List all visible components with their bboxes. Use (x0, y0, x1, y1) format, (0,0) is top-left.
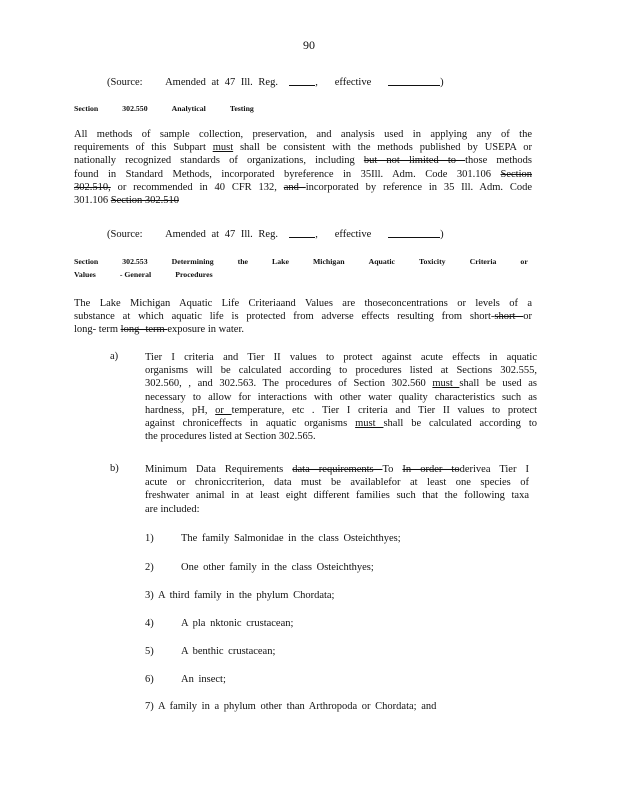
struck-deletion: Section (500, 168, 532, 180)
text-run: acute or chroniccriterion, data must be availablefor at least one species of (145, 477, 529, 489)
text-line (74, 323, 532, 336)
item-a-label: a) (110, 351, 119, 362)
text-line (145, 503, 529, 516)
struck-deletion: short (494, 311, 524, 323)
text-line (74, 168, 532, 181)
struck-deletion: but not limited to (363, 155, 466, 167)
text-run: incorporated by reference in 35 Ill. Adm. Code (305, 181, 533, 193)
taxa-number: 4) (145, 618, 154, 629)
page-number: 90 (303, 38, 315, 52)
taxa-text: A family in a phylum other than Arthropoda or Chordata; and (158, 701, 437, 712)
blank-line (388, 75, 440, 86)
heading-word: Values (74, 270, 96, 279)
underlined-insertion: must (432, 378, 460, 390)
text-line (145, 364, 537, 377)
taxa-text: A pla nktonic crustacean; (181, 618, 294, 629)
source-middle: Amended at 47 Ill. Reg. (165, 77, 278, 88)
heading-word: - General (119, 270, 152, 279)
text-line (145, 463, 529, 476)
text-run: All methods of sample collection, preservation, and analysis used in applying any of the (74, 129, 532, 140)
blank-line (289, 227, 315, 238)
item-b-body (145, 463, 529, 516)
text-run: organisms will be calculated according to procedures listed at Sections 302.555, (145, 365, 537, 377)
source-prefix: (Source: (107, 229, 143, 240)
blank-line (388, 227, 440, 238)
struck-deletion: data requirements (292, 464, 383, 475)
heading-word: 302.550 (122, 104, 148, 113)
taxa-text: A benthic crustacean; (181, 646, 276, 657)
heading-word: Lake (272, 257, 289, 266)
source-note-2: (Source: Amended at 47 Ill. Reg. , effective ) (107, 229, 444, 240)
text-line (74, 297, 532, 310)
text-line (145, 430, 537, 443)
struck-deletion: and (283, 181, 306, 193)
text-run: derivea Tier I (459, 464, 529, 475)
source-note-1: (Source: Amended at 47 Ill. Reg. , effective ) (107, 77, 444, 88)
text-run: found in Standard Methods, incorporated byreference in 35Ill. Adm. Code 301.106 (74, 168, 501, 180)
text-run: exposure in water. (167, 324, 244, 336)
text-run: shall be consistent with the methods published by USEPA or (233, 142, 532, 154)
struck-deletion: In order to (402, 464, 460, 475)
section-302-553-heading-line2 (74, 270, 237, 279)
taxa-number: 2) (145, 562, 154, 573)
source-prefix: (Source: (107, 77, 143, 88)
text-line (145, 351, 537, 364)
text-line (74, 194, 532, 207)
taxa-number: 1) (145, 533, 154, 544)
text-run: To (382, 464, 403, 475)
section-302-550-heading (74, 104, 278, 113)
text-line (145, 489, 529, 502)
text-line (74, 128, 532, 141)
heading-word: or (520, 257, 528, 266)
taxa-text: One other family in the class Osteichthyes; (181, 562, 374, 573)
text-line (145, 404, 537, 417)
text-run: 302.560, , and 302.563. The procedures of Section 302.560 (145, 378, 433, 390)
source-middle: Amended at 47 Ill. Reg. (165, 229, 278, 240)
text-run: requirements of this Subpart (74, 142, 213, 154)
heading-word: Testing (229, 104, 254, 113)
struck-deletion: long- term (120, 324, 168, 336)
text-line (74, 154, 532, 167)
underlined-insertion: must (355, 418, 384, 430)
section-302-553-heading-line1 (74, 257, 528, 266)
heading-word: Criteria (469, 257, 497, 266)
text-run: necessary to allow for interactions with other water quality characteristics such as (145, 391, 537, 403)
text-line (74, 141, 532, 154)
heading-word: Analytical (171, 104, 206, 113)
source-effective: effective (334, 229, 372, 240)
source-close: ) (440, 77, 444, 88)
struck-deletion: Section 302.510 (110, 195, 179, 207)
text-run: those methods (465, 155, 532, 167)
blank-line (289, 75, 315, 86)
taxa-number: 7) (145, 701, 154, 712)
text-run: hardness, pH, (145, 404, 216, 416)
text-line (74, 181, 532, 194)
heading-word: 302.553 (122, 257, 148, 266)
taxa-text: The family Salmonidae in the class Osteichthyes; (181, 533, 401, 544)
source-close: ) (440, 229, 444, 240)
heading-word: Toxicity (419, 257, 446, 266)
text-run: shall be calculated according to (383, 418, 538, 430)
heading-word: Section (74, 257, 99, 266)
text-run: temperature, etc . Tier I criteria and Tier II values to protect (231, 404, 537, 416)
text-run: long- term (74, 324, 121, 336)
taxa-number: 5) (145, 646, 154, 657)
text-run: against chroniceffects in aquatic organisms (145, 418, 356, 430)
taxa-number: 6) (145, 674, 154, 685)
text-run: Minimum Data Requirements (145, 464, 293, 475)
taxa-text: A third family in the phylum Chordata; (158, 590, 335, 601)
text-run: 301.106 (74, 195, 111, 207)
heading-word: Determining (171, 257, 214, 266)
item-b-label: b) (110, 463, 119, 474)
underlined-insertion: or (215, 404, 232, 416)
section-302-550-body (74, 128, 532, 207)
taxa-text: An insect; (181, 674, 226, 685)
text-run: The Lake Michigan Aquatic Life Criteriaand Values are thoseconcentrations or levels of a (74, 298, 532, 309)
underlined-insertion: must (212, 142, 234, 154)
heading-word: Michigan (312, 257, 345, 266)
heading-word: the (237, 257, 249, 266)
item-a-body (145, 351, 537, 443)
text-run: are included: (145, 503, 200, 515)
text-line (145, 476, 529, 489)
source-effective: effective (334, 77, 372, 88)
text-run: freshwater animal in at least eight different families such that the following taxa (145, 490, 529, 502)
text-run: nationally recognized standards of organizations, including (74, 155, 364, 167)
text-run: shall be used as (459, 378, 537, 390)
text-line (145, 377, 537, 390)
text-run: substance at which aquatic life is protected from adverse effects resulting from short- (74, 311, 495, 323)
text-line (145, 391, 537, 404)
heading-word: Aquatic (368, 257, 395, 266)
text-run: or (523, 311, 532, 323)
struck-deletion: 302.510, (74, 181, 111, 193)
text-line (74, 310, 532, 323)
text-run: Tier I criteria and Tier II values to protect against acute effects in aquatic (145, 352, 537, 363)
section-302-553-intro (74, 297, 532, 337)
taxa-number: 3) (145, 590, 154, 601)
heading-word: Procedures (175, 270, 213, 279)
heading-word: Section (74, 104, 99, 113)
text-line (145, 417, 537, 430)
text-run: or recommended in 40 CFR 132, (110, 181, 284, 193)
text-run: the procedures listed at Section 302.565. (145, 431, 316, 443)
